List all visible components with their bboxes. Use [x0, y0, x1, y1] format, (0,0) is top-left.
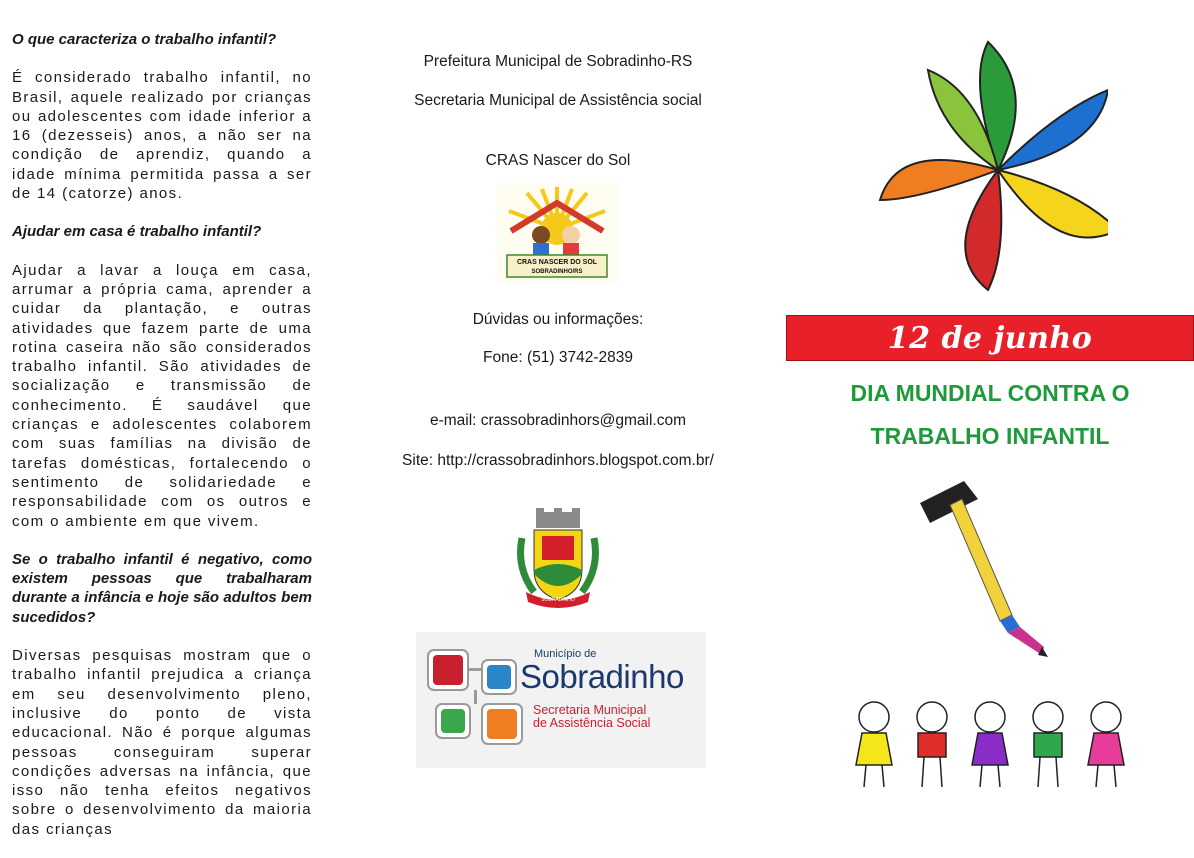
- kids-illustration: [848, 695, 1138, 795]
- municipio-sec-line-1: Secretaria Municipal: [533, 703, 647, 717]
- question-1: O que caracteriza o trabalho infantil?: [12, 31, 277, 48]
- municipio-name: Sobradinho: [520, 658, 684, 695]
- date-banner: [786, 315, 1194, 361]
- right-panel: [786, 0, 1194, 849]
- hammer-pencil-illustration: [916, 475, 1066, 660]
- question-3: Se o trabalho infantil é negativo, como existem pessoas que trabalharam durante a infância e hoje são adultos bem sucedidos?: [12, 550, 312, 626]
- prefeitura-title: Prefeitura Municipal de Sobradinho-RS: [423, 53, 693, 70]
- cras-logo-text-1: CRAS NASCER DO SOL: [516, 259, 598, 266]
- answer-2: Ajudar a lavar a louça em casa, arrumar a própria cama, aprender a cuidar da plantação, e outras atividades que fazem parte de uma rotina caseira não são considerados trabalho infantil. São atividades de socialização e transmissão de conhecimento. É saudável que crianças e adolescentes colaborem com suas famílias na divisão de tarefas domésticas, fortalecendo o sentimento de solidariedade e responsabilidade com os outros e com o ambiente em que vivem.: [12, 261, 312, 530]
- email-line: e-mail: crassobradinhors@gmail.com: [429, 412, 687, 429]
- answer-1: É considerado trabalho infantil, no Brasil, aquele realizado por crianças ou adolescentes com idade inferior a 16 (dezesseis) anos, a não ser na condição de aprendiz, quando a idade mínima permitida passa a ser de 14 (catorze) anos.: [12, 69, 312, 203]
- municipio-logo: [416, 632, 706, 768]
- duvidas-label: Dúvidas ou informações:: [472, 311, 644, 328]
- cras-logo-text-2: SOBRADINHO/RS: [531, 269, 583, 275]
- municipal-crest: [512, 508, 604, 612]
- left-panel: [12, 30, 312, 858]
- headline-line-2: TRABALHO INFANTIL: [870, 423, 1110, 449]
- phone-line: Fone: (51) 3742-2839: [483, 349, 633, 366]
- site-line: Site: http://crassobradinhors.blogspot.com.br/: [402, 452, 714, 469]
- headline-line-1: DIA MUNDIAL CONTRA O: [850, 380, 1130, 406]
- municipio-secretaria: [533, 704, 650, 730]
- answer-3: Diversas pesquisas mostram que o trabalho infantil prejudica a criança em seu desenvolvimento pleno, inclusive do ponto de vista educacional. Não é porque algumas pessoas conseguiram superar condições adversas na infância, que isso não tenha efeitos negativos sobre o desenvolvimento da maioria das crianças: [12, 647, 312, 838]
- municipio-sec-line-2: de Assistência Social: [533, 716, 651, 730]
- date-banner-text: 12 de junho: [887, 320, 1093, 356]
- crest-ribbon-text: SOBRADINHO: [541, 597, 575, 603]
- cras-title: CRAS Nascer do Sol: [485, 152, 631, 169]
- cras-logo: [497, 183, 617, 283]
- question-2: Ajudar em casa é trabalho infantil?: [12, 223, 262, 241]
- municipio-small-label: Município de: [534, 648, 597, 660]
- middle-panel: [370, 0, 746, 849]
- pinwheel-illustration: [868, 40, 1108, 292]
- secretaria-title: Secretaria Municipal de Assistência social: [414, 92, 702, 109]
